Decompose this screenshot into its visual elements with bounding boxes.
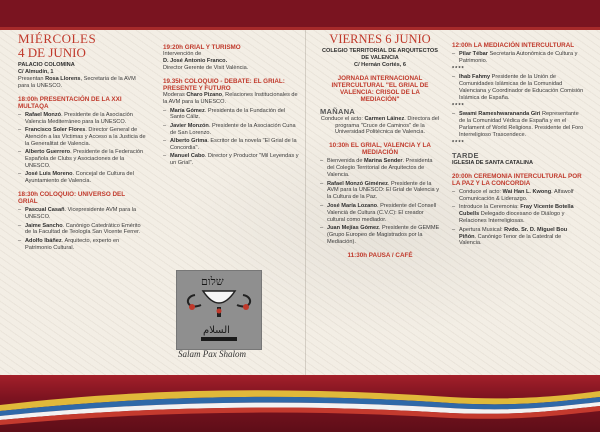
column-continued-friday [452, 32, 584, 249]
speaker-list [163, 108, 301, 168]
speaker-name: D. José Antonio Franco. [163, 57, 228, 64]
grail-logo [176, 270, 262, 350]
day-name: MIÉRCOLES [18, 31, 97, 46]
speaker-item: – Introduce la Ceremonia: Fray Vicente Botella Cubells Delegado diocesano de Diálogo y Relaciones Interreligiosas. [452, 204, 584, 225]
speaker-item: – Jaime Sancho. Canónigo Catedrático Emérito de la Facultad de Teología San Vicente Ferrer. [18, 223, 146, 237]
wave-stripes-graphic [0, 375, 600, 432]
conductor: Conduce el acto: Carmen Láinez. Directora del programa "Cruce de Caminos" de la Universidad Politécnica de Valencia. [320, 115, 440, 136]
jornada-heading: JORNADA INTERNACIONAL INTERCULTURAL "EL GRIAL DE VALENCIA: CRISOL DE LA MEDIACIÓN" [331, 74, 429, 103]
session-heading: 18:30h COLOQUIO: UNIVERSO DEL GRIAL [18, 191, 125, 206]
speaker-item: – Apertura Musical: Rvdo. Sr. D. Miguel Bou Piñón. Canónigo Tenor de la Catedral de Valencia. [452, 227, 584, 248]
session-heading: 19.35h COLOQUIO - DEBATE: EL GRIAL: PRESENTE Y FUTURO [163, 77, 285, 92]
speaker-item: – Ihab Fahmy Presidente de la Unión de Comunidades Islámicas de la Comunidad Valenciana y Coordinador de Educación Comisión Islámica de España. [452, 74, 584, 102]
speaker-item: – Rafael Monzó Giménez. Presidente de la AVM para la UNESCO: El Grial de Valencia y la Cultura de la Paz. [320, 181, 440, 202]
session-heading: 20:00h CEREMONIA INTERCULTURAL POR LA PAZ Y LA CONCORDIA [452, 173, 582, 188]
presenter: Presentan Rosa Llorens, Secretaria de la AVM para la UNESCO. [18, 75, 136, 89]
speaker-item: – Pilar Tébar Secretaria Autonómica de Cultura y Patrimonio. [452, 51, 584, 65]
session-heading: 10:30h EL GRIAL, VALENCIA Y LA MEDIACIÓN [329, 142, 431, 157]
venue: IGLESIA DE SANTA CATALINA [452, 160, 534, 167]
venue: COLEGIO TERRITORIAL DE ARQUITECTOS DE VALENCIA [321, 48, 439, 61]
speaker-item: – Adolfo Ibáñez. Arquitecto, experto en Patrimonio Cultural. [18, 238, 146, 252]
speaker-item: – Francisco Soler Flores. Director General de Atención a las Víctimas y Acceso a la Justicia de la Generalitat de Valencia. [18, 127, 146, 148]
separator-stars: **** [452, 66, 465, 73]
speaker-item: – Rafael Monzó. Presidente de la Asociación Valencia Mediterráneo para la UNESCO. [18, 112, 146, 126]
venue: PALACIO COLOMINA [18, 62, 75, 68]
address: C/ Almudín, 1 [18, 68, 54, 75]
speaker-list [320, 158, 440, 245]
moderator: Moderas Charo Pizano, Relaciones Institucionales de la AVM para la UNESCO. [163, 91, 298, 105]
speaker-list [18, 207, 146, 251]
speaker-item: – Swami Rameshwarananda Giri Representante de la Comunidad Védica de España y en el Parlament of World Religions. Presidente del Foro Interreligioso Trascendece. [452, 111, 584, 139]
separator-stars: **** [452, 140, 465, 147]
svg-text:السلام: السلام [203, 325, 230, 336]
speaker-item: – Pascual Casañ. Vicepresidente AVM para la UNESCO. [18, 207, 146, 221]
speaker-item: – María Gómez. Presidenta de la Fundación del Santo Cáliz. [163, 108, 301, 122]
column-friday [320, 32, 440, 259]
bottom-band [0, 375, 600, 432]
speaker-list [452, 189, 584, 247]
column-continued [163, 32, 301, 169]
morning-label: MAÑANA [320, 106, 356, 116]
day-date: 4 DE JUNIO [18, 45, 86, 60]
chalice-icon [177, 271, 261, 349]
speaker-item: – Manuel Cabo. Director y Productor "Mil Leyendas y un Grial". [163, 153, 301, 167]
session-heading: 12:00h LA MEDIACIÓN INTERCULTURAL [452, 42, 575, 49]
signature: Salam Pax Shalom [178, 349, 246, 359]
separator-stars: **** [452, 103, 465, 110]
speaker-item: – Bienvenida de Marina Sender. Presidenta del Colegio Territorial de Arquitectos de Valencia. [320, 158, 440, 179]
speaker-item: – José María Lozano. Presidente del Consell Valencià de Cultura (C.V.C): El creador cultural como mediador. [320, 203, 440, 224]
speaker-item: – José Luis Moreno. Concejal de Cultura del Ayuntamiento de Valencia. [18, 171, 146, 185]
session-heading: 11:30h PAUSA / CAFÉ [347, 251, 413, 259]
column-wednesday [18, 32, 146, 253]
afternoon-label: TARDE [452, 151, 479, 161]
address: C/ Hernán Cortés, 6 [354, 61, 406, 68]
intro-text: Intervención de [163, 51, 202, 57]
svg-text:שלום: שלום [201, 275, 224, 288]
speaker-item: – Alberto Grima. Escritor de la novela "El Grial de la Concordia". [163, 138, 301, 152]
session-heading: 18:00h PRESENTACIÓN DE LA XXI MULTAQA [18, 95, 122, 110]
speaker-list [18, 112, 146, 186]
speaker-role: Director Gerente de Visit València. [163, 64, 249, 71]
speaker-item: – Conduce el acto: Wai Han L. Kwong. Alfawolf Comunicación & Liderazgo. [452, 189, 584, 203]
speaker-item: – Alberto Guerrero. Presidente de la Federación Española de Clubs y Asociaciones de la UNESCO. [18, 149, 146, 170]
speaker-item: – Javier Monzón. Presidente de la Asociación Cuna de San Lorenzo. [163, 123, 301, 137]
speaker-list [452, 51, 584, 147]
speaker-item: – Juan Mejías Gómez. Presidente de GEMME (Grupo Europeo de Magistrados por la Mediación). [320, 225, 440, 246]
fold-line [305, 30, 306, 375]
session-heading: 19:20h GRIAL Y TURISMO [163, 44, 241, 51]
day-heading: VIERNES 6 JUNIO [329, 32, 431, 46]
top-band [0, 0, 600, 30]
